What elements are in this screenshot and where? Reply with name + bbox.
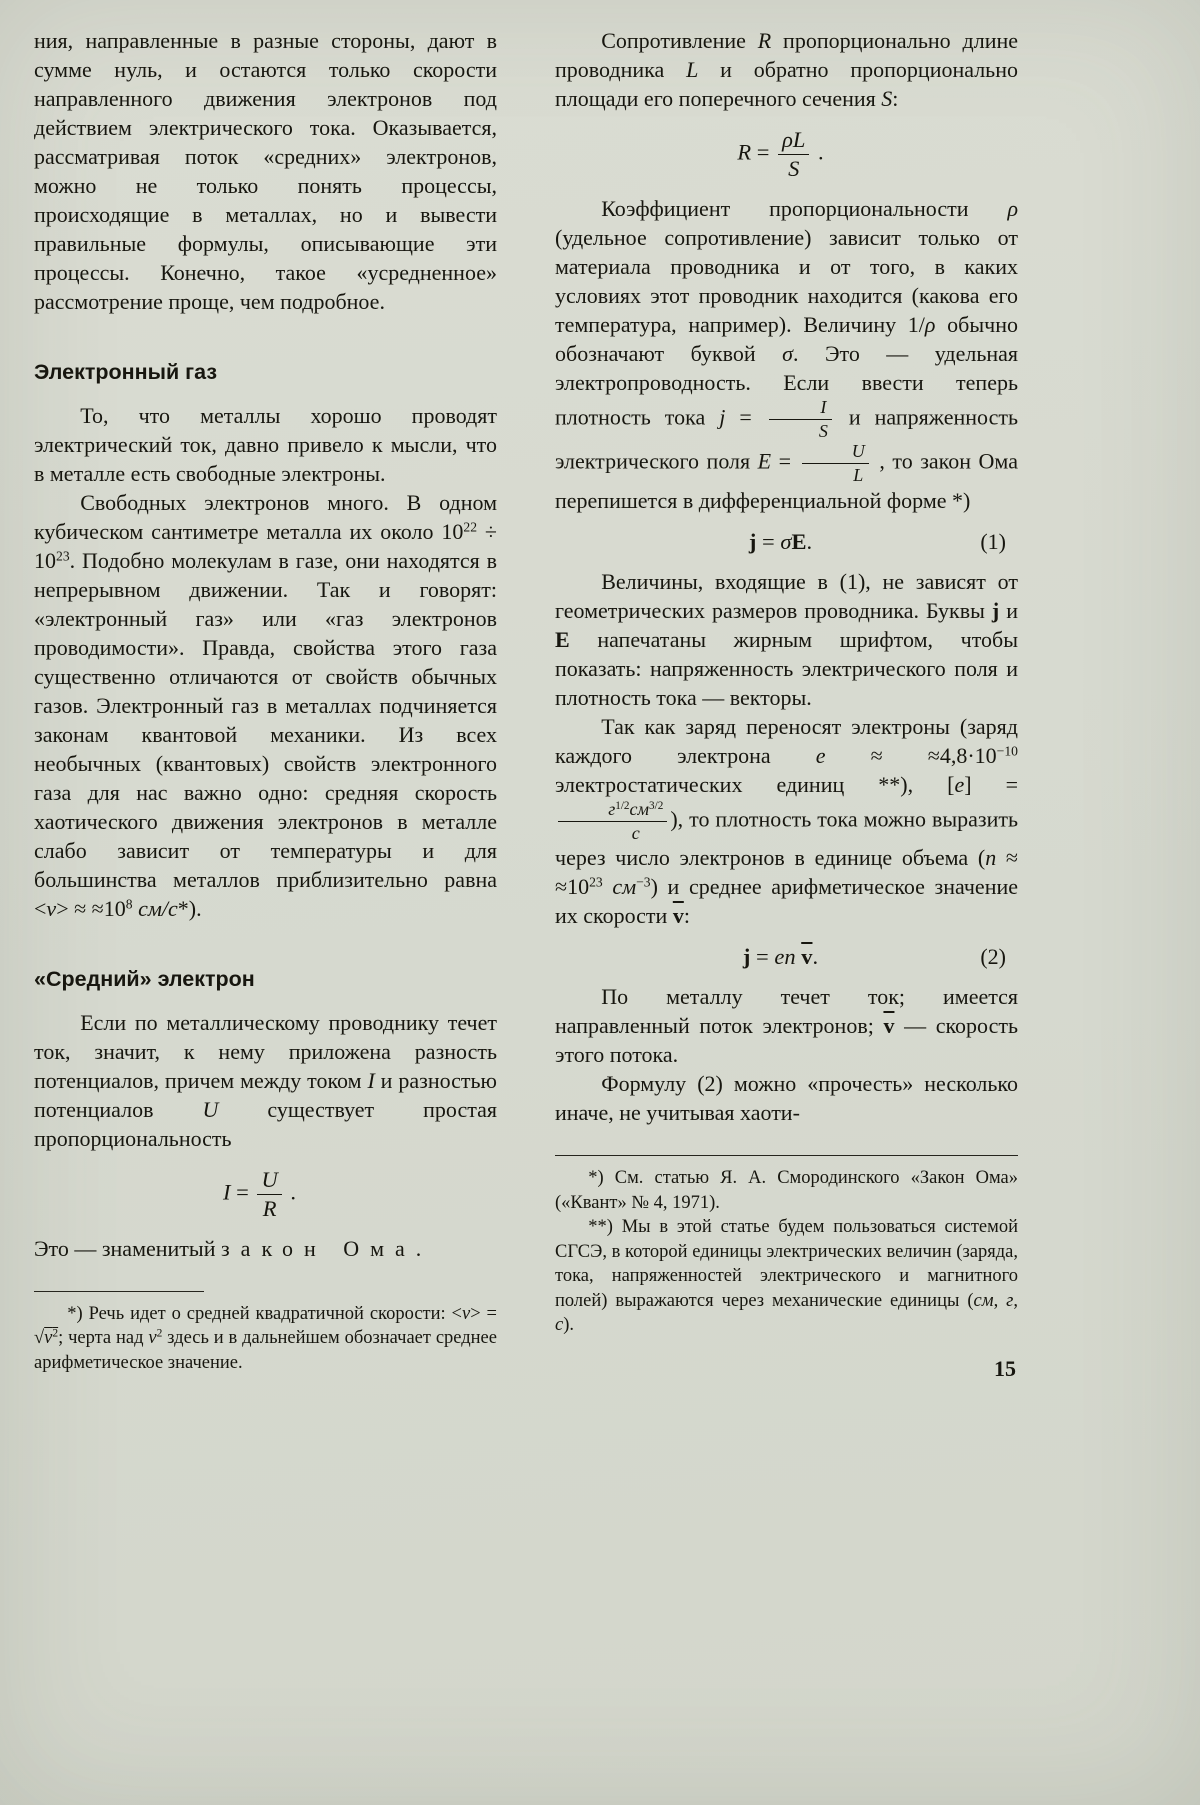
page-number: 15	[994, 1355, 1016, 1381]
equation-2-body: j = en $\overline{v}$.	[742, 944, 819, 970]
paragraph: То, что металлы хорошо проводят электрический ток, давно привело к мысли, что в металле есть свободные электроны.	[34, 403, 497, 486]
paragraph: Коэффициент пропорциональности ρ (удельное сопротивление) зависит только от материала проводника и от того, в каких условиях этот проводник находится (какова его температура, например). Величину 1/ρ обычно обозначают буквой σ. Это — удельная электропроводность. Если ввести теперь плотность тока j = $\frac{I}{S}$ и напряженность электрического поля E = $\frac{U}{L}$ , то закон Ома перепишется в дифференциальной форме *)	[555, 195, 1019, 513]
equation-1-body: j = σE.	[748, 528, 813, 554]
equation-2	[555, 944, 1006, 970]
heading-average-electron: «Средний» электрон	[34, 967, 255, 991]
paragraph: Так как заряд переносят электроны (заряд каждого электрона $e \approx \approx 4,8\cdot 10^{-10}$ электростатических единиц **), [e] = $\frac{г^{1/2}см^{3/2}}{с}$ ), то плотность тока можно выразить через число электронов в единице объема ($n \approx \approx 10^{23}$ $см^{-3}$) и среднее арифметическое значение их скорости $\overline{v}$:	[555, 713, 1018, 929]
paragraph: Величины, входящие в (1), не зависят от геометрических размеров проводника. Буквы j и E напечатаны жирным шрифтом, чтобы показать: напряженность электрического поля и плотность тока — векторы.	[555, 568, 1018, 710]
heading-electron-gas: Электронный газ	[34, 360, 218, 384]
right-column	[555, 26, 1018, 1382]
paragraph-continuation: ния, направленные в разные стороны, дают в сумме нуль, и остаются только скорости направленного движения электронов под действием электрического тока. Оказывается, рассматривая поток «средних» электронов, можно не только понять процессы, происходящие в металлах, но и вывести правильные формулы, описывающие эти процессы. Конечно, такое «усредненное» рассмотрение проще, чем подробное.	[34, 28, 497, 314]
paragraph: Свободных электронов много. В одном кубическом сантиметре металла их около $10^{22} \div 10^{23}$. Подобно молекулам в газе, они находятся в непрерывном движении. Так и говорят: «электронный газ» или «газ электронов проводимости». Правда, свойства этого газа существенно отличаются от свойств обычных газов. Электронный газ в металлах подчиняется законам квантовой механики. Из всех необычных (квантовых) свойств электронного газа для нас важно одно: средняя скорость хаотического движения электронов в металле слабо зависит от температуры и для большинства металлов приблизительно равна $<v> \approx \approx 10^8$ см/с*).	[34, 490, 497, 921]
paragraph: По металлу течет ток; имеется направленный поток электронов; $\overline{v}$ — скорость этого потока.	[555, 984, 1018, 1068]
footnote-rms-speed: *) Речь идет о средней квадратичной скорости: $<v> = √v^2$; черта над $v^2$ здесь и в дальнейшем обозначает среднее арифметическое значение.	[34, 1303, 497, 1373]
equation-1-number: (1)	[980, 528, 1006, 554]
footnote-smorodinsky-reference: *) См. статью Я. А. Смородинского «Закон Ома» («Квант» № 4, 1971).	[555, 1168, 1018, 1213]
paragraph: Формулу (2) можно «прочесть» несколько иначе, не учитывая хаоти-	[555, 1071, 1018, 1126]
equation-1	[555, 529, 1006, 555]
formula-ohms-law: I = $\frac{U}{R}$ .	[223, 1167, 296, 1221]
left-column	[34, 26, 497, 1382]
formula-resistance: R = $\frac{\rho L}{S}$ .	[737, 127, 824, 181]
equation-2-number: (2)	[980, 944, 1006, 970]
paragraph: Сопротивление R пропорционально длине проводника L и обратно пропорционально площади его поперечного сечения S:	[555, 28, 1019, 111]
footnote-cgse-units: **) Мы в этой статье будем пользоваться системой СГСЭ, в которой единицы электрических величин (заряда, тока, напряженностей электрического и магнитного полей) выражаются через механические единицы (см, г, с).	[555, 1217, 1018, 1336]
footnote-separator	[34, 1291, 204, 1292]
paragraph-ohms-law-statement: Это — знаменитый закон Ома.	[34, 1235, 433, 1261]
paragraph: Если по металлическому проводнику течет ток, значит, к нему приложена разность потенциалов, причем между током I и разностью потенциалов U существует простая пропорциональность	[34, 1010, 497, 1151]
footnote-separator	[555, 1155, 1018, 1156]
